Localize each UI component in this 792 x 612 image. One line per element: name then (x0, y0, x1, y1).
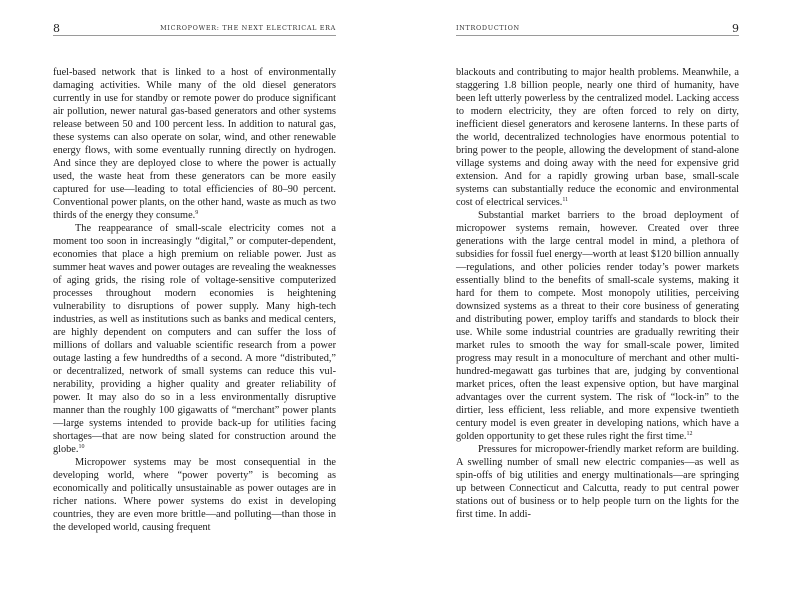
paragraph (53, 222, 336, 456)
running-head (456, 22, 739, 36)
paragraph (456, 209, 739, 443)
paragraph (53, 456, 336, 534)
footnote-ref[interactable]: 12 (686, 431, 693, 437)
footnote-ref[interactable]: 10 (78, 444, 85, 450)
footnote-ref[interactable]: 9 (195, 210, 199, 216)
body-text (456, 66, 739, 521)
running-head-title: INTRODUCTION (456, 24, 520, 32)
running-head (53, 22, 336, 36)
running-head-title: MICROPOWER: THE NEXT ELECTRICAL ERA (160, 24, 336, 32)
footnote-ref[interactable]: 11 (562, 197, 569, 203)
paragraph-text: blackouts and contributing to major health problems. Meanwhile, a staggering 1.8 billion people, nearly one third of humanity, have been left utterly powerless by the centralized model. Lacking access to modern electricity, they are often forced to rely on dirty, inefficient diesel generators and kerosene lanterns. In these parts of the world, decentralized technologies have enormous potential to bring power to the people, allowing the development of stand-alone village systems and doing away with the need for expensive grid extension. And for a rapidly growing urban base, small-scale systems can substantially reduce the economic and environmental cost of electrical services. (456, 67, 739, 208)
paragraph (456, 66, 739, 209)
paragraph-text: Substantial market barriers to the broad deployment of micropower systems remain, however. Created over three generations with the large central model in mind, a plethora of subsidies for fossil fuel energy—worth at least $120 billion annually—regulations, and other policies render today’s power markets essentially blind to the benefits of small-scale systems, making it hard for them to compete. Most monopoly utilities, perceiving downsized systems as a threat to their core business of generating and distributing power, employ tariffs and standards to block their use. While some industrial countries are gradually rewriting their market rules to smooth the way for small-scale power, limited progress may result in a monoculture of merchant and other multi-hundred-megawatt gas turbines that are, judging by conventional market prices, often the least expensive option, but have marginal advantages over the current system. The risk of “lock-in” to the dirtier, less efficient, less reliable, and more expensive twentieth century model is even greater in developing nations, which have a golden opportunity to get these rules right the first time. (456, 210, 739, 442)
paragraph-text: fuel-based network that is linked to a host of environmentally damaging activities. While many of the old diesel generators currently in use for standby or remote power do produce significant air pollution, newer natural gas-based generators and other systems release between 50 and 100 percent less. In addition to natural gas, these systems can also operate on solar, wind, and other renewable energy flows, with some eventually running directly on hydrogen. And since they are deployed close to where the power is actually used, the waste heat from these generators can be more easily captured for use—leading to total efficiencies of 80–90 percent. Conventional power plants, on the other hand, waste as much as two thirds of the energy they consume. (53, 67, 336, 221)
body-text (53, 66, 336, 534)
page-number: 8 (53, 22, 60, 35)
paragraph-text: Pressures for micropower-friendly market reform are building. A swelling number of small new electric companies—as well as spin-offs of big utilities and energy multinationals—are springing up between Connecticut and Calcutta, ready to put central power stations out of business or to help people turn on the lights for the first time. In addi- (456, 444, 739, 520)
paragraph (53, 66, 336, 222)
page-number: 9 (732, 22, 739, 35)
paragraph-text: Micropower systems may be most consequential in the developing world, where “power poverty” is becoming as economically and politically unsustainable as power outages are in richer nations. Where power systems do exist in developing countries, they are even more brittle—and polluting—than those in the developed world, causing frequent (53, 457, 336, 533)
paragraph-text: The reappearance of small-scale electricity comes not a moment too soon in increasingly “digital,” or computer-dependent, economies that place a high premium on reliable power. Just as summer heat waves and power outages are revealing the weaknesses of aging grids, the rising role of voltage-sensitive computerized processes throughout modern economies is heightening vulnerability to disruptions of power supply. Many high-tech industries, as well as institutions such as banks and medical centers, are highly dependent on computers and can suffer the loss of millions of dollars and valuable scientific research from a power outage lasting a few hundredths of a second. A more “distributed,” or decentralized, network of small systems can reduce this vulnerability, providing a higher quality and greater reliability of power. It may also do so in a less environmentally disruptive manner than the roughly 100 gigawatts of “merchant” power plants—large systems intended to provide back-up for utilities facing shortages—that are now being slated for construction around the globe. (53, 223, 336, 455)
paragraph (456, 443, 739, 521)
